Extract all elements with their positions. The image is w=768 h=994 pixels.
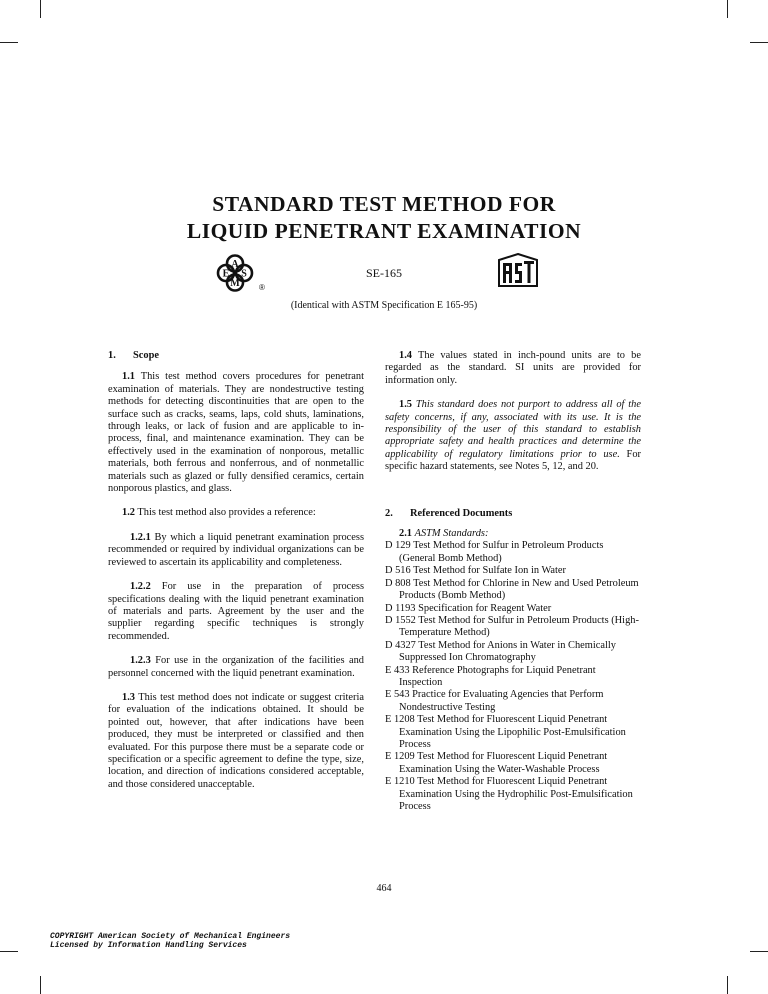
paragraph-1-5-number: 1.5	[399, 399, 412, 411]
paragraph-1-2-1-number: 1.2.1	[130, 531, 151, 543]
paragraph-1-3-text: This test method does not indicate or suggest criteria for evaluation of the indications obtained. It should be pointed out, however, that after indications have been produced, they must be interpreted or classified and then evaluated. For this purpose there must be a separate code or specification or a specific agreement to define the type, size, location, and direction of indications considered acceptable, and those considered unacceptable.	[108, 691, 364, 790]
standard-number: SE-165	[366, 266, 402, 280]
reference-item: E 1209 Test Method for Fluorescent Liquid Penetrant Examination Using the Water-Washable Process	[385, 751, 608, 775]
registered-mark: ®	[259, 283, 265, 292]
section-1-heading	[108, 350, 364, 362]
asme-logo-letter-a: A	[231, 259, 239, 270]
crop-mark-left-bottom	[0, 951, 18, 952]
paragraph-1-4	[385, 350, 641, 387]
paragraph-1-2-2-text: For use in the preparation of process specifications dealing with the liquid penetrant examination of materials and parts. Agreement by the user and the supplier regarding specific techniques is strongly recommended.	[108, 581, 364, 642]
asme-logo-letter-m: M	[230, 278, 240, 289]
paragraph-2-1	[385, 528, 641, 540]
crop-mark-bottom-left	[40, 976, 41, 994]
paragraph-1-3	[108, 692, 364, 791]
paragraph-2-1-title: ASTM Standards:	[414, 528, 489, 540]
paragraph-1-1	[108, 371, 364, 495]
asme-logo-letter-e: E	[222, 268, 230, 280]
paragraph-1-2-3-number: 1.2.3	[130, 655, 151, 667]
paragraph-1-1-text: This test method covers procedures for penetrant examination of materials. They are nondestructive testing methods for detecting discontinuities that are open to the surface such as cracks, seams, laps, cold shuts, laminations, through leaks, or lack of fusion and are applicable to in-process, final, and maintenance examination. They can be effectively used in the examination of nonporous, metallic materials, both ferrous and nonferrous, and of nonmetallic materials such as glazed or fully densified ceramics, certain nonporous plastics, and glass.	[108, 371, 364, 495]
paragraph-1-2-text: This test method also provides a reference:	[137, 507, 316, 519]
copyright-line-1: COPYRIGHT American Society of Mechanical Engineers	[50, 932, 291, 941]
crop-mark-right-bottom	[750, 951, 768, 952]
copyright-footer	[50, 932, 290, 950]
page-number: 464	[376, 883, 392, 894]
paragraph-1-2-3-text: For use in the organization of the facilities and personnel concerned with the liquid penetrant examination.	[108, 655, 364, 679]
reference-item: D 1193 Specification for Reagent Water	[385, 602, 552, 614]
reference-item: E 1210 Test Method for Fluorescent Liquid Penetrant Examination Using the Hydrophilic Post-Emulsification Process	[385, 776, 633, 812]
section-2-title: Referenced Documents	[410, 507, 513, 519]
title-line-1: STANDARD TEST METHOD FOR	[212, 192, 556, 216]
section-2-heading	[385, 508, 641, 520]
paragraph-1-4-number: 1.4	[399, 350, 412, 361]
paragraph-2-1-number: 2.1	[399, 528, 412, 540]
paragraph-1-5-text: For specific hazard statements, see Notes 5, 12, and 20.	[385, 448, 641, 473]
referenced-documents-list	[385, 540, 641, 813]
copyright-line-2: Licensed by Information Handling Services	[50, 941, 247, 950]
reference-item: D 516 Test Method for Sulfate Ion in Water	[385, 565, 567, 577]
paragraph-1-2-2-number: 1.2.2	[130, 581, 151, 593]
section-1-title: Scope	[133, 350, 159, 361]
paragraph-1-2-3	[108, 655, 364, 680]
reference-item: E 1208 Test Method for Fluorescent Liquid Penetrant Examination Using the Lipophilic Post-Emulsification Process	[385, 714, 626, 750]
reference-item: E 543 Practice for Evaluating Agencies that Perform Nondestructive Testing	[385, 689, 604, 713]
paragraph-1-2	[108, 507, 364, 519]
crop-mark-bottom-right	[727, 976, 728, 994]
crop-mark-top-right	[727, 0, 728, 18]
paragraph-1-2-number: 1.2	[122, 507, 135, 519]
left-column	[108, 350, 364, 791]
astm-logo-icon	[496, 253, 540, 289]
reference-item: D 4327 Test Method for Anions in Water in Chemically Suppressed Ion Chromatography	[385, 639, 616, 664]
paragraph-1-1-number: 1.1	[122, 371, 135, 383]
reference-item: D 129 Test Method for Sulfur in Petroleum Products (General Bomb Method)	[385, 540, 604, 564]
identical-note: (Identical with ASTM Specification E 165-95)	[290, 300, 478, 311]
paragraph-1-5	[385, 399, 641, 473]
page-title	[0, 191, 768, 245]
paragraph-1-4-text: The values stated in inch-pound units are to be regarded as the standard. SI units are provided for information only.	[385, 350, 641, 386]
asme-logo-letter-s: S	[241, 268, 247, 280]
paragraph-1-2-1	[108, 532, 364, 569]
section-1-number: 1.	[108, 350, 116, 361]
right-column	[385, 350, 641, 813]
title-line-2: LIQUID PENETRANT EXAMINATION	[186, 219, 582, 243]
paragraph-1-2-2	[108, 581, 364, 643]
reference-item: D 1552 Test Method for Sulfur in Petroleum Products (High-Temperature Method)	[385, 614, 639, 639]
standard-header	[0, 253, 768, 293]
paragraph-1-2-1-text: By which a liquid penetrant examination process recommended or required by individual organizations can be reviewed to ascertain its applicability and completeness.	[108, 531, 364, 568]
reference-item: E 433 Reference Photographs for Liquid Penetrant Inspection	[385, 664, 596, 688]
crop-mark-left-top	[0, 42, 18, 43]
section-2-number: 2.	[385, 507, 393, 519]
paragraph-1-3-number: 1.3	[122, 691, 135, 703]
paragraph-1-5-italic-text: This standard does not purport to address all of the safety concerns, if any, associated with its use. It is the responsibility of the user of this standard to establish appropriate safety and health practices and determine the applicability of regulatory limitations prior to use.	[385, 399, 641, 460]
reference-item: D 808 Test Method for Chlorine in New and Used Petroleum Products (Bomb Method)	[385, 577, 639, 602]
crop-mark-right-top	[750, 42, 768, 43]
crop-mark-top-left	[40, 0, 41, 18]
